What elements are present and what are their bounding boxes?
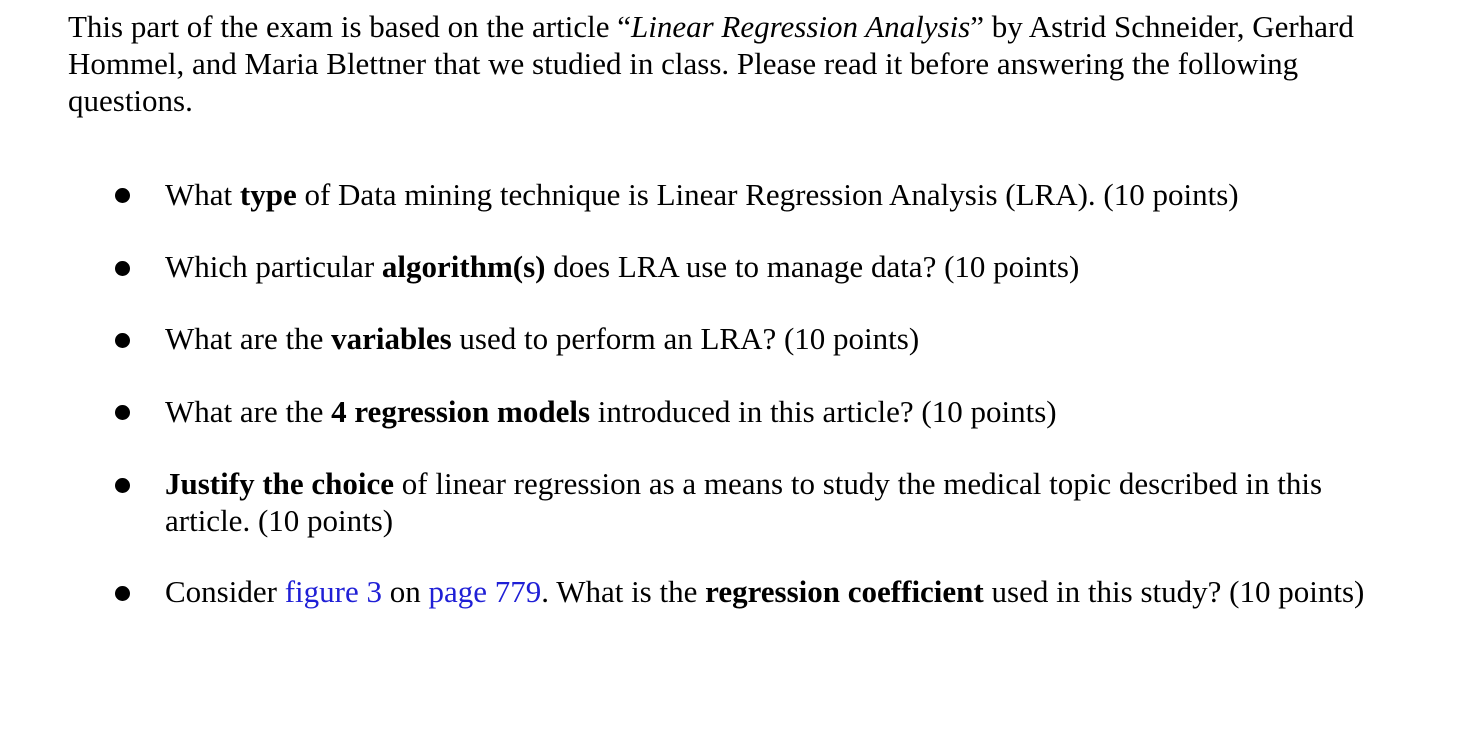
question-3-post: used to perform an LRA? (10 points) [451, 321, 920, 356]
intro-prefix: This part of the exam is based on the article “ [68, 9, 631, 44]
question-6-post: used in this study? (10 points) [983, 574, 1365, 609]
question-3-keyword: variables [331, 321, 452, 356]
question-6-pre: Consider [165, 574, 285, 609]
question-1-post: of Data mining technique is Linear Regression Analysis (LRA). (10 points) [296, 177, 1239, 212]
question-4-pre: What are the [165, 394, 332, 429]
question-text-6 [165, 573, 1375, 610]
question-1-keyword: type [239, 177, 297, 212]
intro-paragraph [68, 8, 1398, 119]
bullet-icon [115, 261, 130, 276]
bullet-icon [115, 333, 130, 348]
question-text-5 [165, 465, 1375, 539]
bullet-icon [115, 188, 130, 203]
question-6-mid2: . What is the [541, 574, 706, 609]
question-2-pre: Which particular [165, 249, 382, 284]
bullet-icon [115, 405, 130, 420]
question-text-1 [165, 176, 1375, 213]
question-2-post: does LRA use to manage data? (10 points) [545, 249, 1080, 284]
question-1-pre: What [165, 177, 240, 212]
question-6-mid: on [381, 574, 429, 609]
question-text-2 [165, 248, 1375, 285]
bullet-icon [115, 586, 130, 601]
page-779-link[interactable]: page 779 [428, 574, 542, 609]
question-4-post: introduced in this article? (10 points) [590, 394, 1057, 429]
question-3-pre: What are the [165, 321, 332, 356]
question-6-keyword: regression coefficient [705, 574, 984, 609]
question-text-4 [165, 393, 1375, 430]
figure-3-link[interactable]: figure 3 [284, 574, 382, 609]
article-title: Linear Regression Analysis [630, 9, 971, 44]
question-2-keyword: algorithm(s) [381, 249, 546, 284]
question-5-keyword: Justify the choice [165, 466, 395, 501]
question-5-post: of linear regression as a means to study the medical topic described in this article. (10 points) [165, 466, 1323, 538]
question-4-keyword: 4 regression models [331, 394, 591, 429]
intro-suffix: ” by Astrid Schneider, Gerhard Hommel, and Maria Blettner that we studied in class. Please read it before answering the following questions. [68, 9, 1354, 118]
question-text-3 [165, 320, 1375, 357]
bullet-icon [115, 478, 130, 493]
